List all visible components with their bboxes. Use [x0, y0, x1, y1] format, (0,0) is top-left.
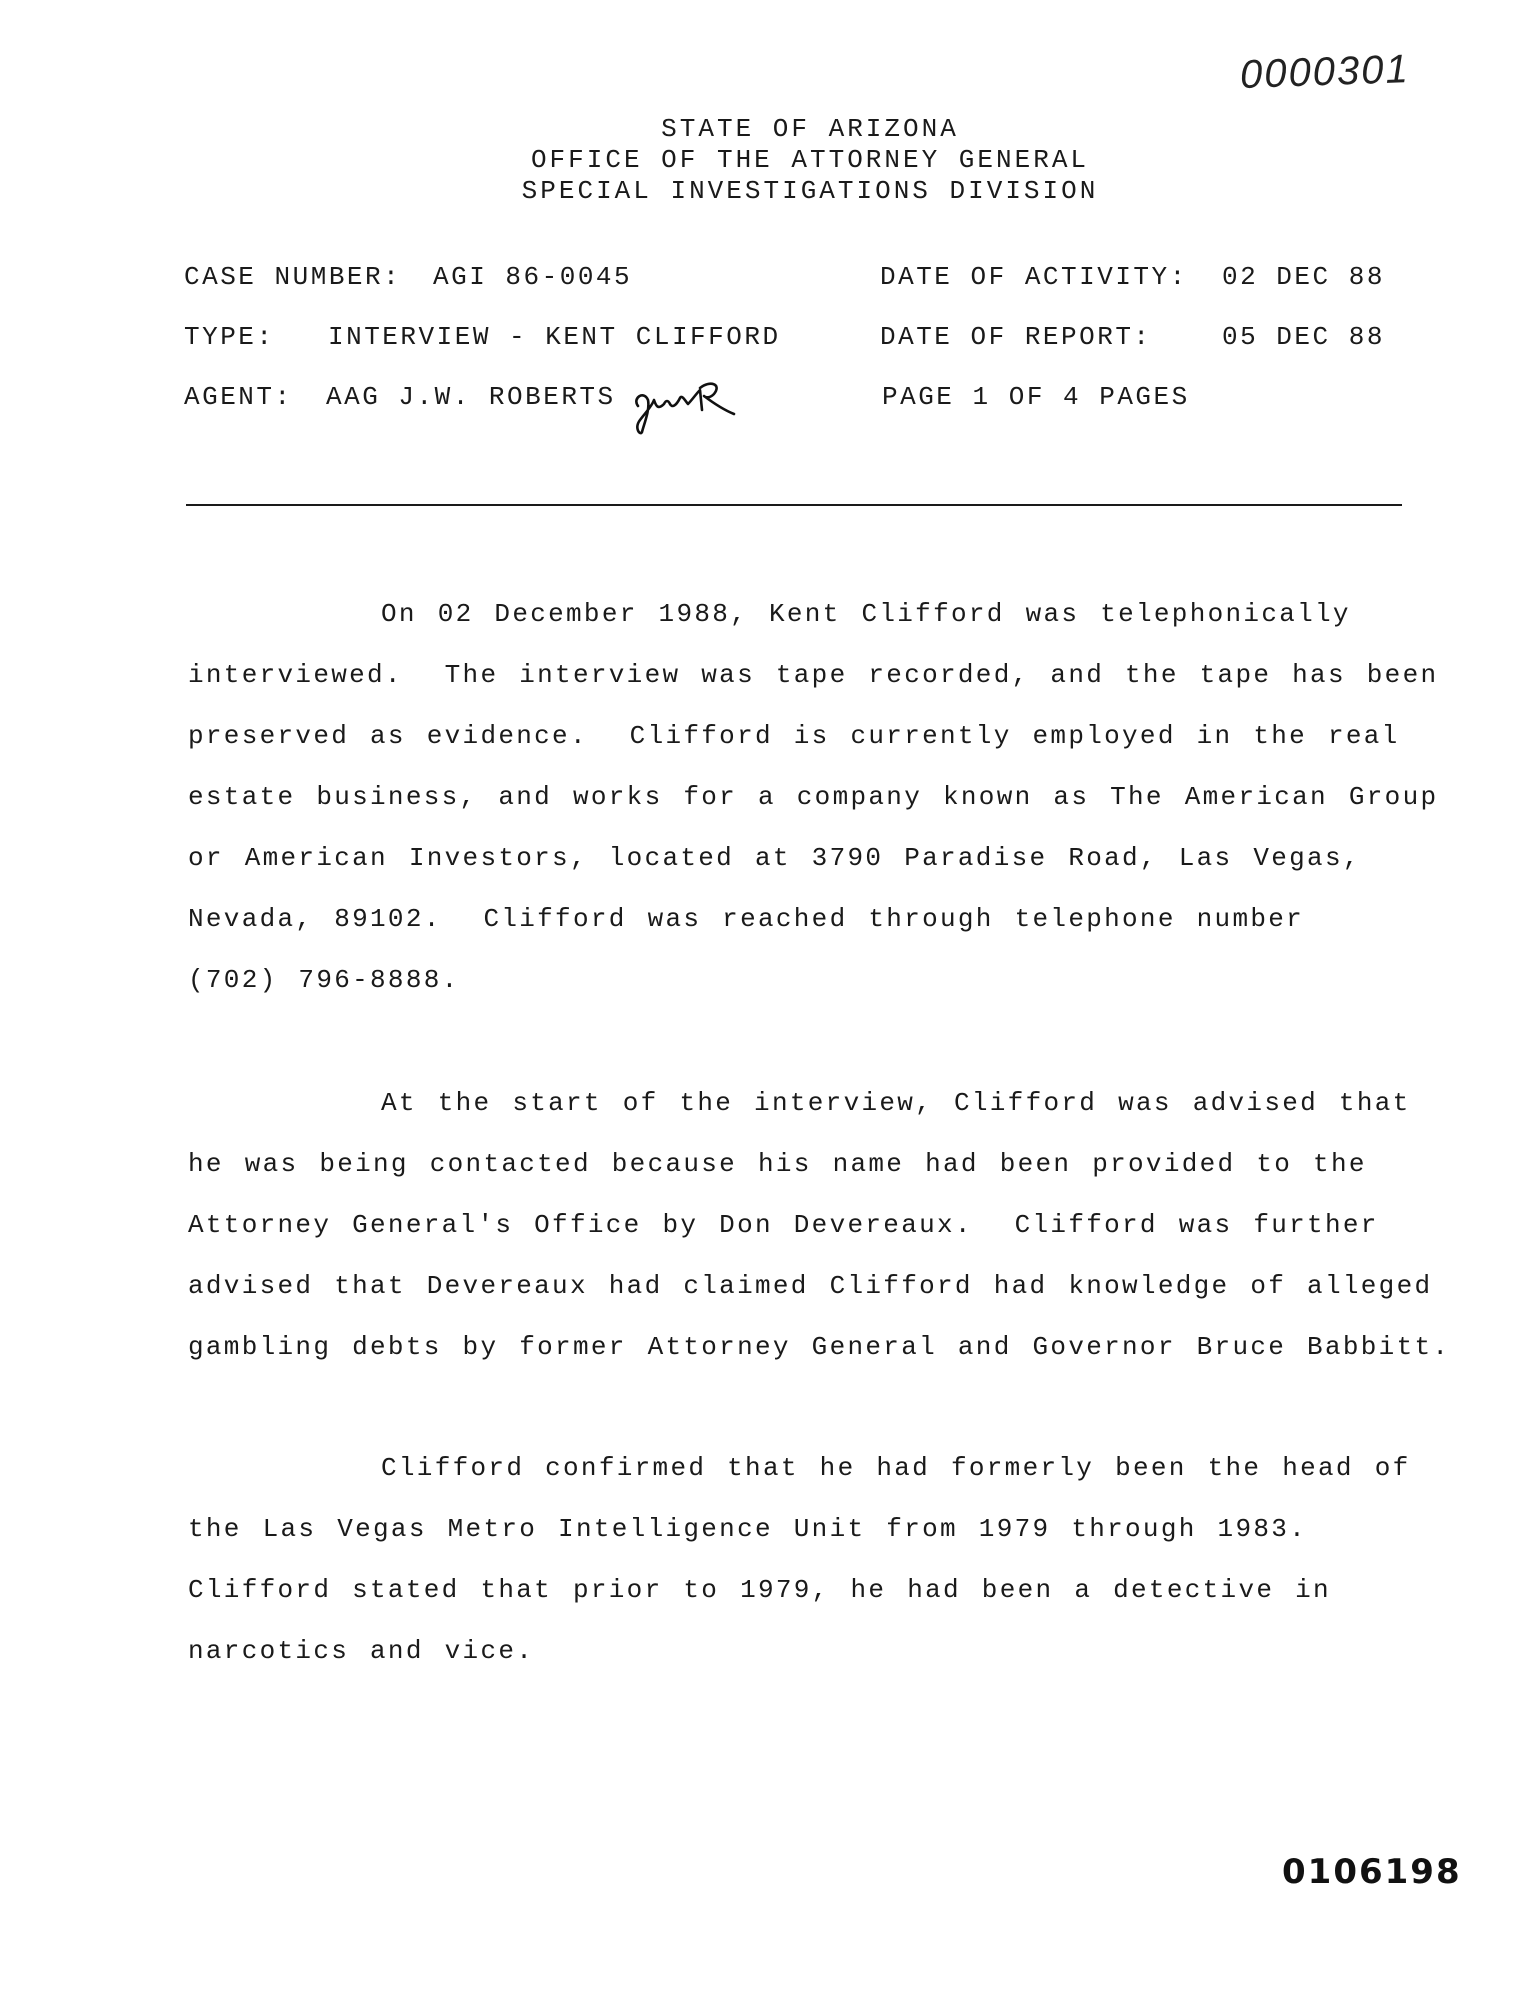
- paragraph-3-line: Clifford stated that prior to 1979, he had been a detective in: [188, 1575, 1331, 1605]
- letterhead: [0, 114, 1534, 207]
- agent-initials-signature: [630, 376, 740, 436]
- paragraph-2-line: gambling debts by former Attorney General and Governor Bruce Babbitt.: [188, 1332, 1451, 1362]
- paragraph-2-line: he was being contacted because his name had been provided to the: [188, 1149, 1367, 1179]
- agent-label: AGENT:: [184, 382, 293, 412]
- date-of-report-label: DATE OF REPORT:: [880, 322, 1152, 352]
- paragraph-1-line: (702) 796-8888.: [188, 965, 460, 995]
- page-count: PAGE 1 OF 4 PAGES: [882, 382, 1190, 412]
- case-number-value: AGI 86-0045: [433, 262, 633, 292]
- type-label: TYPE:: [184, 322, 275, 352]
- paragraph-2-line: advised that Devereaux had claimed Clifford had knowledge of alleged: [188, 1271, 1433, 1301]
- paragraph-1-line: preserved as evidence. Clifford is currently employed in the real: [188, 721, 1400, 751]
- paragraph-1-line: On 02 December 1988, Kent Clifford was telephonically: [381, 599, 1351, 629]
- paragraph-1-line: interviewed. The interview was tape recorded, and the tape has been: [188, 660, 1439, 690]
- paragraph-1-line: estate business, and works for a company known as The American Group: [188, 782, 1439, 812]
- header-division: SPECIAL INVESTIGATIONS DIVISION: [521, 176, 1099, 206]
- case-number-label: CASE NUMBER:: [184, 262, 402, 292]
- date-of-activity-value: 02 DEC 88: [1222, 262, 1385, 292]
- paragraph-2-line: Attorney General's Office by Don Devereaux. Clifford was further: [188, 1210, 1379, 1240]
- agent-value: AAG J.W. ROBERTS: [326, 382, 616, 412]
- paragraph-3-line: narcotics and vice.: [188, 1636, 535, 1666]
- date-of-report-value: 05 DEC 88: [1222, 322, 1385, 352]
- paragraph-1-line: or American Investors, located at 3790 Paradise Road, Las Vegas,: [188, 843, 1361, 873]
- date-of-activity-label: DATE OF ACTIVITY:: [880, 262, 1188, 292]
- type-value: INTERVIEW - KENT CLIFFORD: [328, 322, 781, 352]
- bottom-bates-number-stamp: 0106198: [1282, 1852, 1462, 1892]
- paragraph-1-line: Nevada, 89102. Clifford was reached through telephone number: [188, 904, 1305, 934]
- paragraph-2: [188, 1073, 1451, 1378]
- paragraph-1: [188, 584, 1439, 1011]
- header-state: STATE OF ARIZONA: [661, 114, 959, 144]
- top-document-number-stamp: 0000301: [1239, 47, 1411, 97]
- paragraph-2-line: At the start of the interview, Clifford was advised that: [381, 1088, 1411, 1118]
- header-divider: [186, 504, 1402, 506]
- paragraph-3-line: the Las Vegas Metro Intelligence Unit from 1979 through 1983.: [188, 1514, 1308, 1544]
- paragraph-3-line: Clifford confirmed that he had formerly been the head of: [381, 1453, 1411, 1483]
- paragraph-3: [188, 1438, 1428, 1682]
- header-office: OFFICE OF THE ATTORNEY GENERAL: [530, 145, 1090, 175]
